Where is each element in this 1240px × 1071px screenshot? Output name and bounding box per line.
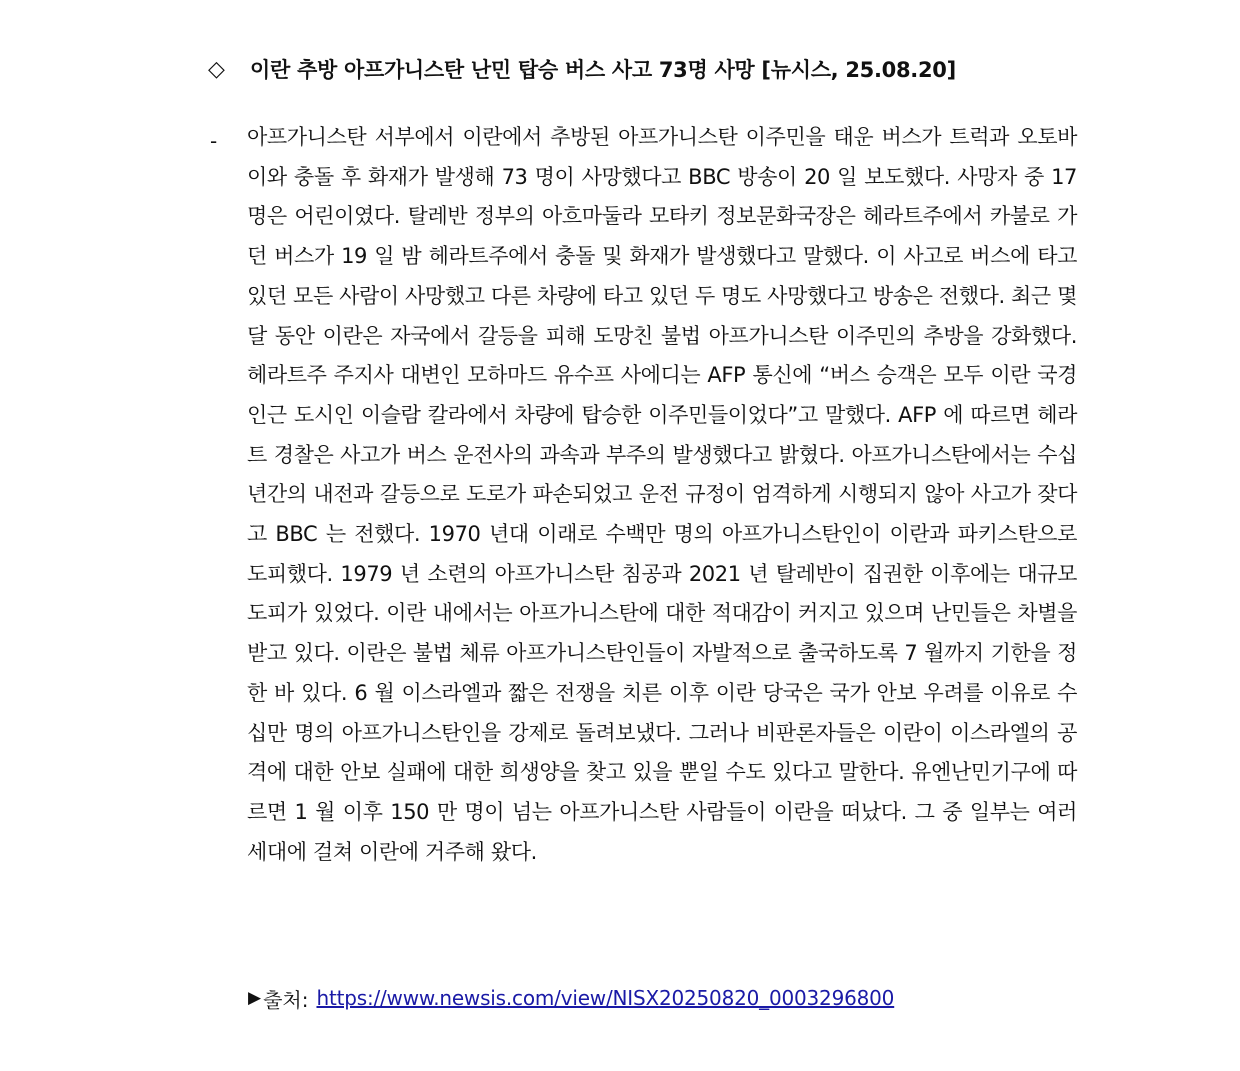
body-bullet: - <box>210 129 218 153</box>
article-title: 이란 추방 아프가니스탄 난민 탑승 버스 사고 73명 사망 [뉴시스, 25.08.20] <box>250 58 956 82</box>
article-body: 아프가니스탄 서부에서 이란에서 추방된 아프가니스탄 이주민을 태운 버스가 트럭과 오토바이와 충돌 후 화재가 발생해 73 명이 사망했다고 BBC 방송이 20 일 보도했다. 사망자 중 17 명은 어린이였다. 탈레반 정부의 아흐마둘라 모타키 정보문화국장은 헤라트주에서 카불로 가던 버스가 19 일 밤 헤라트주에서 충돌 및 화재가 발생했다고 말했다. 이 사고로 버스에 타고 있던 모든 사람이 사망했고 다른 차량에 타고 있던 두 명도 사망했다고 방송은 전했다. 최근 몇 달 동안 이란은 자국에서 갈등을 피해 도망친 불법 아프가니스탄 이주민의 추방을 강화했다. 헤라트주 주지사 대변인 모하마드 유수프 사에디는 AFP 통신에 “버스 승객은 모두 이란 국경인근 도시인 이슬람 칼라에서 차량에 탑승한 이주민들이었다”고 말했다. AFP 에 따르면 헤라트 경찰은 사고가 버스 운전사의 과속과 부주의 발생했다고 밝혔다. 아프가니스탄에서는 수십 년간의 내전과 갈등으로 도로가 파손되었고 운전 규정이 엄격하게 시행되지 않아 사고가 잦다고 BBC 는 전했다. 1970 년대 이래로 수백만 명의 아프가니스탄인이 이란과 파키스탄으로 도피했다. 1979 년 소련의 아프가니스탄 침공과 2021 년 탈레반이 집권한 이후에는 대규모 도피가 있었다. 이란 내에서는 아프가니스탄에 대한 적대감이 커지고 있으며 난민들은 차별을 받고 있다. 이란은 불법 체류 아프가니스탄인들이 자발적으로 출국하도록 7 월까지 기한을 정한 바 있다. 6 월 이스라엘과 짧은 전쟁을 치른 이후 이란 당국은 국가 안보 우려를 이유로 수십만 명의 아프가니스탄인을 강제로 돌려보냈다. 그러나 비판론자들은 이란이 이스라엘의 공격에 대한 안보 실패에 대한 희생양을 찾고 있을 뿐일 수도 있다고 말한다. 유엔난민기구에 따르면 1 월 이후 150 만 명이 넘는 아프가니스탄 사람들이 이란을 떠났다. 그 중 일부는 여러 세대에 걸쳐 이란에 거주해 왔다. <box>247 125 1077 864</box>
source-line <box>248 980 894 1016</box>
article-heading <box>208 52 956 88</box>
diamond-bullet-icon: ◇ <box>208 57 225 82</box>
triangle-bullet-icon: ▶ <box>248 988 262 1008</box>
source-label: 출처: <box>263 987 309 1012</box>
source-link[interactable]: https://www.newsis.com/view/NISX20250820_0003296800 <box>316 986 895 1010</box>
